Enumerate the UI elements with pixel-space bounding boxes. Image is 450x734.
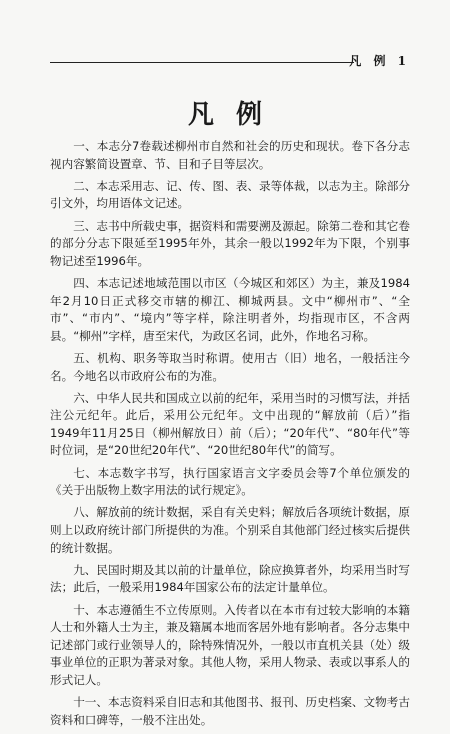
guideline-paragraph-4: 四、本志记述地域范围以市区（今城区和郊区）为主，兼及1984年2月10日正式移交市辖的柳江、柳城两县。文中“柳州市”、“全市”、“市内”、“境内”等字样，除注明者外，均指现市区，不含两县。“柳州”字样，唐至宋代，为政区名词，此外，作地名习称。 — [50, 275, 410, 343]
guideline-paragraph-8: 八、解放前的统计数据，采自有关史料；解放后各项统计数据，原则上以政府统计部门所提供的为准。个别采自其他部门经过核实后提供的统计数据。 — [50, 505, 410, 555]
guideline-paragraph-5: 五、机构、职务等取当时称谓。使用古（旧）地名，一般括注今名。今地名以市政府公布的为准。 — [50, 350, 410, 383]
guideline-paragraph-7: 七、本志数字书写，执行国家语言文字委员会等7个单位颁发的《关于出版物上数字用法的试行规定》。 — [50, 465, 410, 498]
guideline-paragraph-2: 二、本志采用志、记、传、图、表、录等体裁，以志为主。除部分引文外，均用语体文记述。 — [50, 178, 410, 211]
guideline-paragraph-1: 一、本志分7卷载述柳州市自然和社会的历史和现状。卷下各分志视内容繁简设置章、节、目和子目等层次。 — [50, 139, 410, 171]
page-title: 凡例 — [187, 100, 284, 130]
header-rule — [50, 62, 354, 63]
guideline-paragraph-3: 三、志书中所载史事，据资料和需要溯及源起。除第二卷和其它卷的部分分志下限延至1995年外，其余一般以1992年为下限，个别事物记述至1996年。 — [50, 218, 410, 268]
running-title: 凡 例 1 — [349, 54, 410, 68]
guideline-paragraph-9: 九、民国时期及其以前的计量单位，除应换算者外，均采用当时写法；此后，一般采用1984年国家公布的法定计量单位。 — [50, 562, 410, 595]
guideline-paragraph-6: 六、中华人民共和国成立以前的纪年，采用当时的习惯写法，并括注公元纪年。此后，采用公元纪年。文中出现的“解放前（后）”指1949年11月25日（柳州解放日）前（后）；“20年代”、“80年代”等时位词，是“20世纪20年代”、“20世纪80年代”的简写。 — [50, 390, 410, 458]
guideline-paragraph-11: 十一、本志资料采自旧志和其他图书、报刊、历史档案、文物考古资料和口碑等，一般不注出处。 — [50, 695, 410, 727]
running-header — [50, 50, 410, 74]
guidelines-body — [50, 138, 410, 734]
guideline-paragraph-10: 十、本志遵循生不立传原则。入传者以在本市有过较大影响的本籍人士和外籍人士为主，兼及籍属本地而客居外地有影响者。各分志集中记述部门或行业领导人的，除特殊情况外，一般以市直机关县（处）级事业单位的正职为著录对象。其他人物，采用人物录、表或以事系人的形式记人。 — [50, 602, 410, 687]
